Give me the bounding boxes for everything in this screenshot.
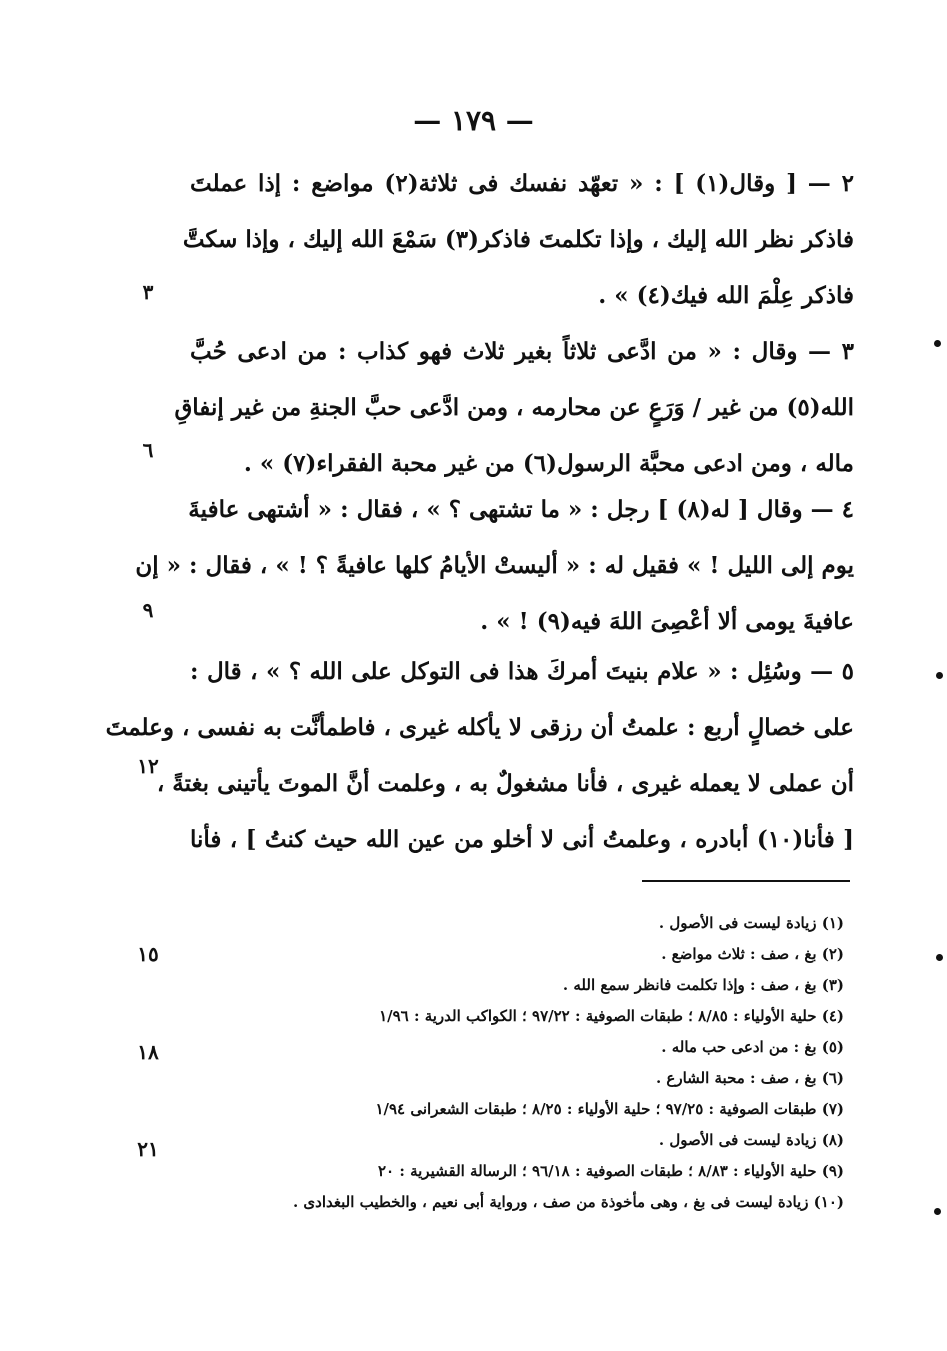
text-line: ٤ — وقال [ له(٨) ] رجل : « ما تشتهى ؟ » ، فقال : « أشتهى عافيةَ bbox=[188, 496, 854, 523]
text-line: [ فأنا(١٠) أبادره ، وعلمتُ أنى لا أخلو من عين الله حيث كنتُ ] ، فأنا bbox=[190, 826, 854, 853]
scan-edge-mark bbox=[936, 672, 943, 679]
text-line: ماله ، ومن ادعى محبَّة الرسول(٦) من غير محبة الفقراء(٧) » . bbox=[243, 450, 854, 477]
footnote: (٦) بغ ، صف : محبة الشارع . bbox=[655, 1069, 844, 1087]
paragraph-3 bbox=[174, 324, 854, 492]
text-line: يوم إلى الليل ! » فقيل له : « أليستْ الأيامُ كلها عافيةً ؟ ! » ، فقال : « إن bbox=[135, 552, 854, 579]
text-line: الله(٥) من غير / وَرَعٍ عن محارمه ، ومن ادَّعى حبَّ الجنةِ من غير إنفاقِ bbox=[174, 394, 854, 421]
scan-edge-mark bbox=[934, 1208, 941, 1215]
margin-line-number: ٩ bbox=[142, 598, 154, 622]
paragraph-2 bbox=[182, 156, 854, 324]
footnote: (٢) بغ ، صف : ثلاث مواضع . bbox=[661, 945, 844, 963]
margin-line-number: ٣ bbox=[142, 280, 154, 304]
margin-line-number: ١٢ bbox=[137, 754, 159, 778]
margin-line-number: ١٥ bbox=[137, 942, 159, 966]
footnote: (٤) حلية الأولياء : ٨/٨٥ ؛ طبقات الصوفية : ٩٧/٢٢ ؛ الكواكب الدرية : ١/٩٦ bbox=[379, 1007, 844, 1025]
text-line: ٢ — [ وقال(١) ] : « تعهّد نفسك فى ثلاثة(٢) مواضع : إذا عملتَ bbox=[190, 170, 854, 197]
footnote: (١٠) زيادة ليست فى بغ ، وهى مأخوذة من صف ، ورواية أبى نعيم ، والخطيب البغدادى . bbox=[292, 1193, 844, 1211]
scan-edge-mark bbox=[936, 954, 943, 961]
text-line: عافيةَ يومى ألا أعْصِىَ اللهَ فيه(٩) ! » . bbox=[480, 608, 854, 635]
scan-edge-mark bbox=[934, 340, 941, 347]
footnote: (٩) حلية الأولياء : ٨/٨٣ ؛ طبقات الصوفية : ٩٦/١٨ ؛ الرسالة القشيرية : ٢٠ bbox=[377, 1162, 844, 1180]
footnote: (٥) بغ : من ادعى حب ماله . bbox=[661, 1038, 844, 1056]
margin-line-number: ٢١ bbox=[137, 1137, 159, 1161]
text-line: فاذكر عِلْمَ الله فيك(٤) » . bbox=[598, 282, 854, 309]
text-line: أن عملى لا يعمله غيرى ، فأنا مشغولٌ به ، وعلمت أنَّ الموتَ يأتينى بغتةً ، bbox=[156, 770, 854, 797]
footnote: (٨) زيادة ليست فى الأصول . bbox=[658, 1131, 844, 1149]
footnote: (٧) طبقات الصوفية : ٩٧/٢٥ ؛ حلية الأولياء : ٨/٢٥ ؛ طبقات الشعرانى ١/٩٤ bbox=[375, 1100, 844, 1118]
margin-line-number: ٦ bbox=[142, 438, 154, 462]
footnotes bbox=[190, 908, 844, 1218]
footnote: (٣) بغ ، صف : وإذا تكلمت فانظر سمع الله . bbox=[562, 976, 844, 994]
text-line: ٥ — وسُئِل : « علام بنيتَ أمركَ هذا فى التوكل على الله ؟ » ، قال : bbox=[190, 658, 854, 685]
text-line: ٣ — وقال : « من ادَّعى ثلاثاً بغير ثلاث فهو كذاب : من ادعى حُبَّ bbox=[190, 338, 854, 365]
footnote-separator bbox=[642, 880, 850, 882]
text-line: على خصالٍ أربع : علمتُ أن رزقى لا يأكله غيرى ، فاطمأنَّت به نفسى ، وعلمتَ bbox=[105, 714, 854, 741]
page-number: — ١٧٩ — bbox=[413, 104, 534, 137]
paragraph-4 bbox=[135, 482, 854, 650]
footnote: (١) زيادة ليست فى الأصول . bbox=[658, 914, 844, 932]
margin-line-number: ١٨ bbox=[137, 1040, 159, 1064]
text-line: فاذكر نظر الله إليك ، وإذا تكلمتَ فاذكر(٣) سَمْعَ الله إليك ، وإذا سكتَّ bbox=[182, 226, 854, 253]
